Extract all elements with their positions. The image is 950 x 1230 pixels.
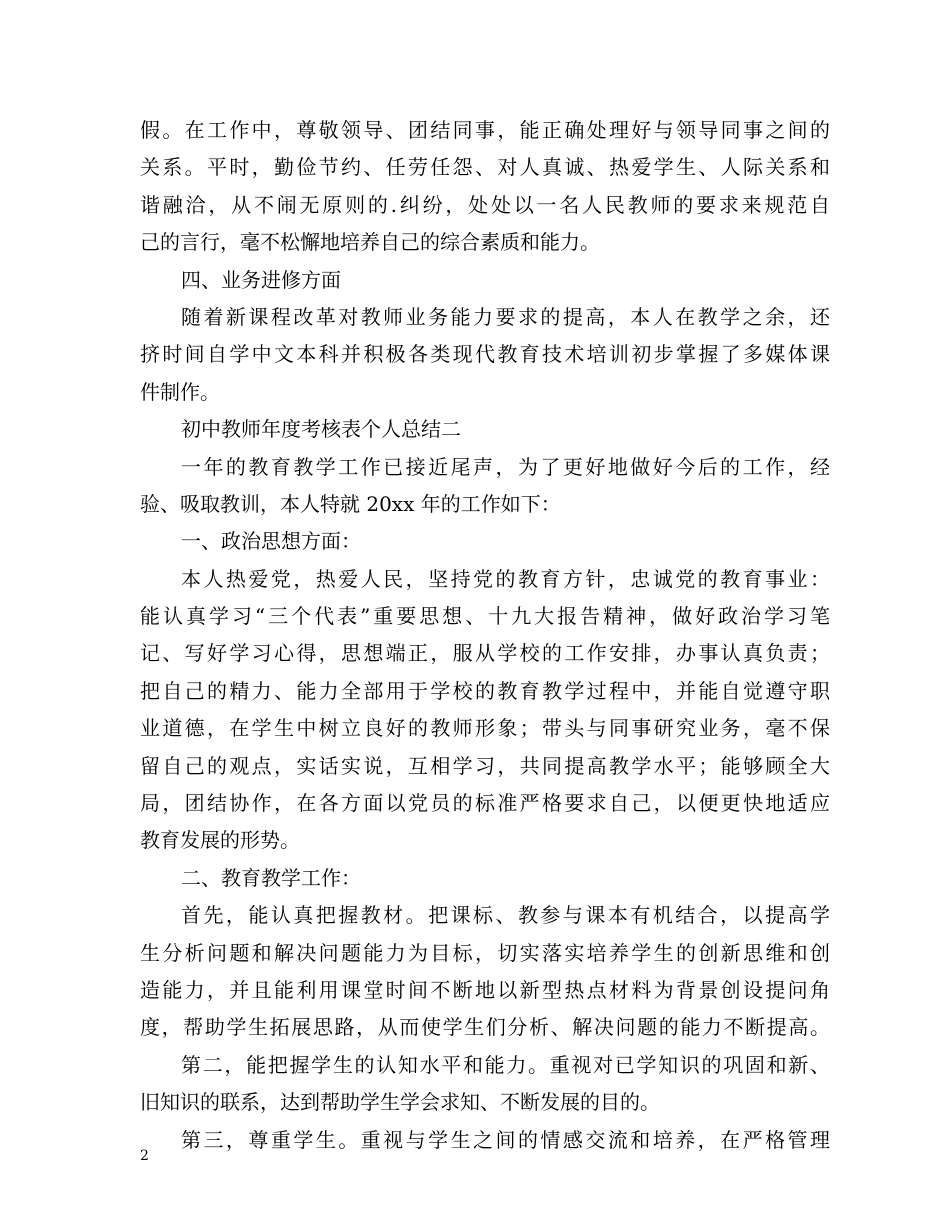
text-line: 验、吸取教训，本人特就 20xx 年的工作如下： [140, 491, 561, 516]
text-line: 旧知识的联系，达到帮助学生学会求知、不断发展的目的。 [140, 1090, 660, 1115]
text-line: 己的言行，毫不松懈地培养自己的综合素质和能力。 [140, 230, 600, 255]
text-line: 随着新课程改革对教师业务能力要求的提高，本人在教学之余，还 [181, 304, 830, 329]
text-line: 本人热爱党，热爱人民，坚持党的教育方针，忠诚党的教育事业： [181, 566, 830, 591]
text-line: 一、政治思想方面： [181, 529, 361, 554]
text-line: 留自己的观点，实话实说，互相学习，共同提高教学水平；能够顾全大 [140, 753, 830, 778]
text-line: 教育发展的形势。 [140, 828, 300, 853]
text-line: 谐融洽，从不闹无原则的.纠纷，处处以一名人民教师的要求来规范自 [140, 192, 830, 217]
page-number: 2 [140, 1148, 149, 1164]
text-line: 业道德，在学生中树立良好的教师形象；带头与同事研究业务，毫不保 [140, 716, 830, 741]
text-line: 记、写好学习心得，思想端正，服从学校的工作安排，办事认真负责； [140, 641, 830, 666]
text-line: 初中教师年度考核表个人总结二 [181, 417, 461, 442]
document-body [140, 112, 830, 1159]
text-line: 局，团结协作，在各方面以党员的标准严格要求自己，以便更快地适应 [140, 791, 830, 816]
text-line: 假。在工作中，尊敬领导、团结同事，能正确处理好与领导同事之间的 [140, 118, 830, 142]
text-line: 关系。平时，勤俭节约、任劳任怨、对人真诚、热爱学生、人际关系和 [140, 155, 830, 180]
text-line: 度，帮助学生拓展思路，从而使学生们分析、解决问题的能力不断提高。 [140, 1015, 830, 1040]
text-line: 首先，能认真把握教材。把课标、教参与课本有机结合，以提高学 [181, 903, 830, 928]
text-line: 第三，尊重学生。重视与学生之间的情感交流和培养，在严格管理 [181, 1127, 830, 1152]
text-line: 二、教育教学工作： [181, 865, 361, 890]
text-line: 件制作。 [140, 379, 220, 404]
text-line: 生分析问题和解决问题能力为目标，切实落实培养学生的创新思维和创 [140, 940, 830, 965]
text-line: 第二，能把握学生的认知水平和能力。重视对已学知识的巩固和新、 [181, 1052, 830, 1077]
text-line: 能认真学习“三个代表”重要思想、十九大报告精神，做好政治学习笔 [140, 604, 830, 629]
text-line: 挤时间自学中文本科并积极各类现代教育技术培训初步掌握了多媒体课 [140, 342, 830, 367]
text-line: 四、业务进修方面 [181, 267, 341, 292]
text-line: 造能力，并且能利用课堂时间不断地以新型热点材料为背景创设提问角 [140, 977, 830, 1002]
text-line: 一年的教育教学工作已接近尾声，为了更好地做好今后的工作，经 [181, 454, 830, 479]
text-line: 把自己的精力、能力全部用于学校的教育教学过程中，并能自觉遵守职 [140, 678, 830, 703]
